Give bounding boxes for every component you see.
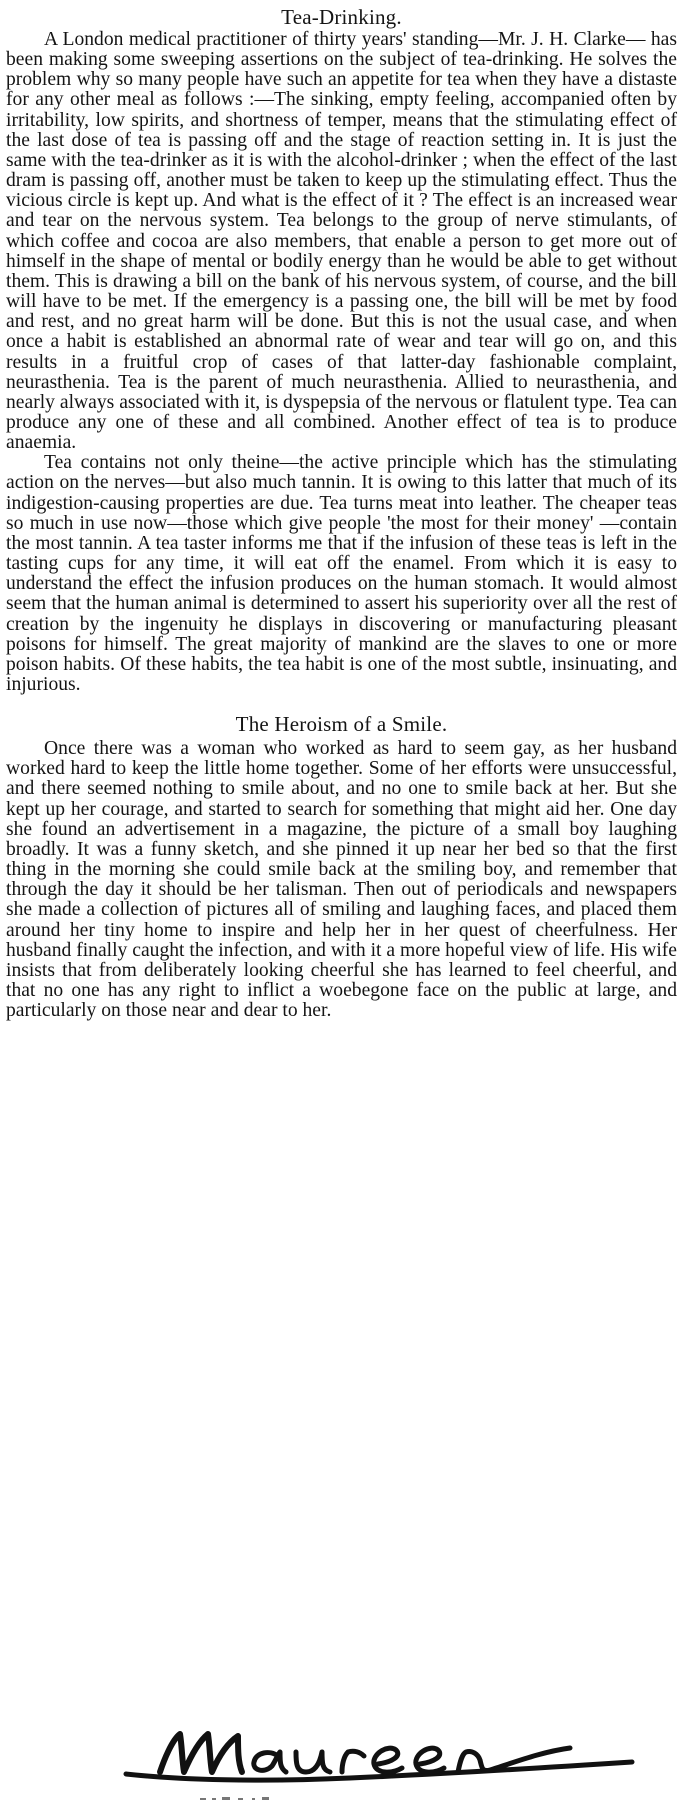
article-title-heroism-of-a-smile: The Heroism of a Smile. <box>235 712 448 737</box>
signature-script-graphic <box>120 1722 640 1792</box>
newspaper-column <box>6 4 677 1021</box>
article-title-tea-drinking: Tea-Drinking. <box>281 5 402 29</box>
print-speck-marks <box>200 1796 300 1802</box>
article-paragraph: Once there was a woman who worked as hard to seem gay, as her husband worked hard to keep the little home together. Some of her efforts were unsuccessful, and there seemed nothing to smile about, and no one to smile back at her. But she kept up her courage, and started to search for something that might aid her. One day she found an advertisement in a magazine, the picture of a small boy laughing broadly. It was a funny sketch, and she pinned it up near her bed so that the first thing in the morning she could smile back at the smiling boy, and remember that through the day it should be her talisman. Then out of periodicals and newspapers she made a collection of pictures all of smiling and laughing faces, and placed them around her tiny home to inspire and help her in her quest of cheerfulness. Her husband finally caught the infection, and with it a more hopeful view of life. His wife insists that from deliberately looking cheerful she has learned to feel cheerful, and that no one has any right to inflict a woebegone face on the public at large, and particularly on those near and dear to her. <box>6 738 677 1022</box>
article-paragraph: Tea contains not only theine—the active principle which has the stimulating action on the nerves—but also much tannin. It is owing to this latter that much of its indigestion-causing properties are due. Tea turns meat into leather. The cheaper teas so much in use now—those which give people 'the most for their money' —contain the most tannin. A tea taster informs me that if the infusion of these teas is left in the tasting cups for any time, it will eat off the enamel. From which it is easy to understand the effect the infusion produces on the human stomach. It would almost seem that the human animal is determined to assert his superiority over all the rest of creation by the ingenuity he displays in discovering or manufacturing pleasant poisons for himself. The great majority of mankind are the slaves to one or more poison habits. Of these habits, the tea habit is one of the most subtle, insinuating, and injurious. <box>6 452 677 695</box>
article-paragraph: A London medical practitioner of thirty years' standing—Mr. J. H. Clarke— has been making some sweeping assertions on the subject of tea-drinking. He solves the problem why so many people have such an appetite for tea when they have a distaste for any other meal as follows :—The sinking, empty feeling, accompanied often by irritability, low spirits, and shortness of temper, means that the stimulating effect of the last dose of tea is passing off and the stage of reaction setting in. It is just the same with the tea-drinker as it is with the alcohol-drinker ; when the effect of the last dram is passing off, another must be taken to keep up the stimulating effect. Thus the vicious circle is kept up. And what is the effect of it ? The effect is an increased wear and tear on the nervous system. Tea belongs to the group of nerve stimulants, of which coffee and cocoa are also members, that enable a person to get more out of himself in the shape of mental or bodily energy than he would be able to get without them. This is drawing a bill on the bank of his nervous system, of course, and the bill will have to be met. If the emergency is a passing one, the bill will be met by food and rest, and no great harm will be done. But this is not the usual case, and when once a habit is established an abnormal rate of wear and tear will go on, and this results in a fruitful crop of cases of that latter-day fashionable complaint, neurasthenia. Tea is the parent of much neurasthenia. Allied to neurasthenia, and nearly always associated with it, is dyspepsia of the nervous or flatulent type. Tea can produce any one of these and all combined. Another effect of tea is to produce anaemia. <box>6 29 677 454</box>
signature-maureen <box>120 1722 640 1792</box>
